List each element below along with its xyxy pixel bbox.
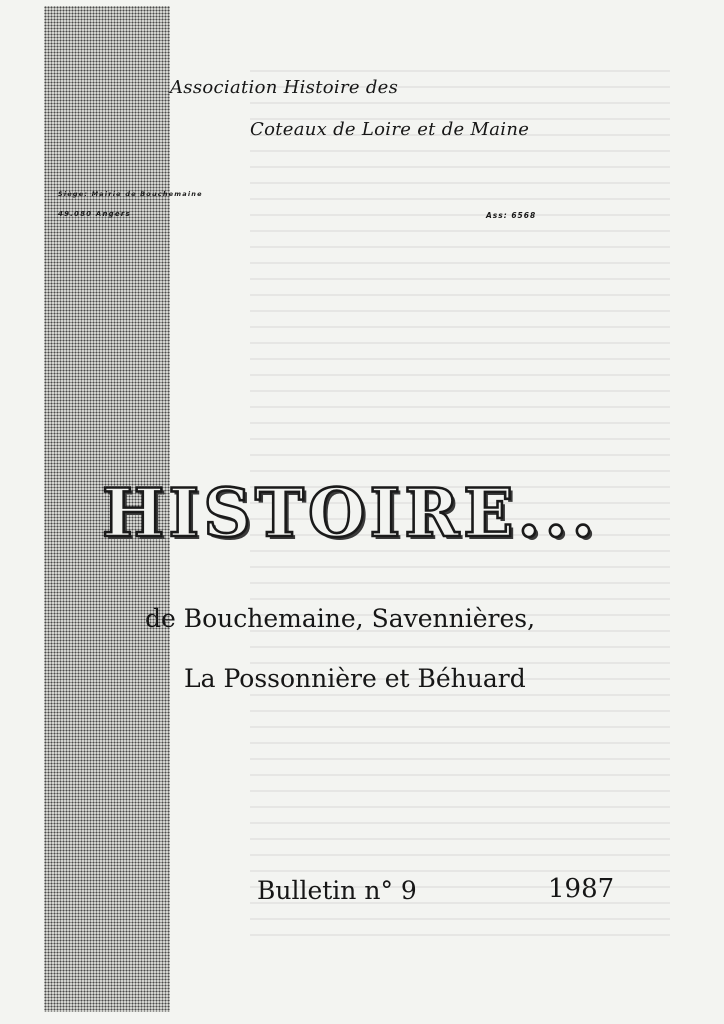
places-line1: de Bouchemaine, Savennières, [145, 604, 536, 633]
association-number: Ass: 6568 [486, 211, 537, 220]
places-line2: La Possonnière et Béhuard [184, 664, 526, 693]
postal-city: 49.080 Angers [58, 210, 131, 218]
bulletin-number: Bulletin n° 9 [257, 876, 417, 905]
bulletin-year: 1987 [548, 874, 615, 904]
main-title: HISTOIRE... [102, 474, 599, 552]
association-name-line1: Association Histoire des [170, 77, 399, 98]
association-name-line2: Coteaux de Loire et de Maine [250, 119, 530, 140]
siege-address: Siège: Mairie de Bouchemaine [58, 190, 203, 198]
